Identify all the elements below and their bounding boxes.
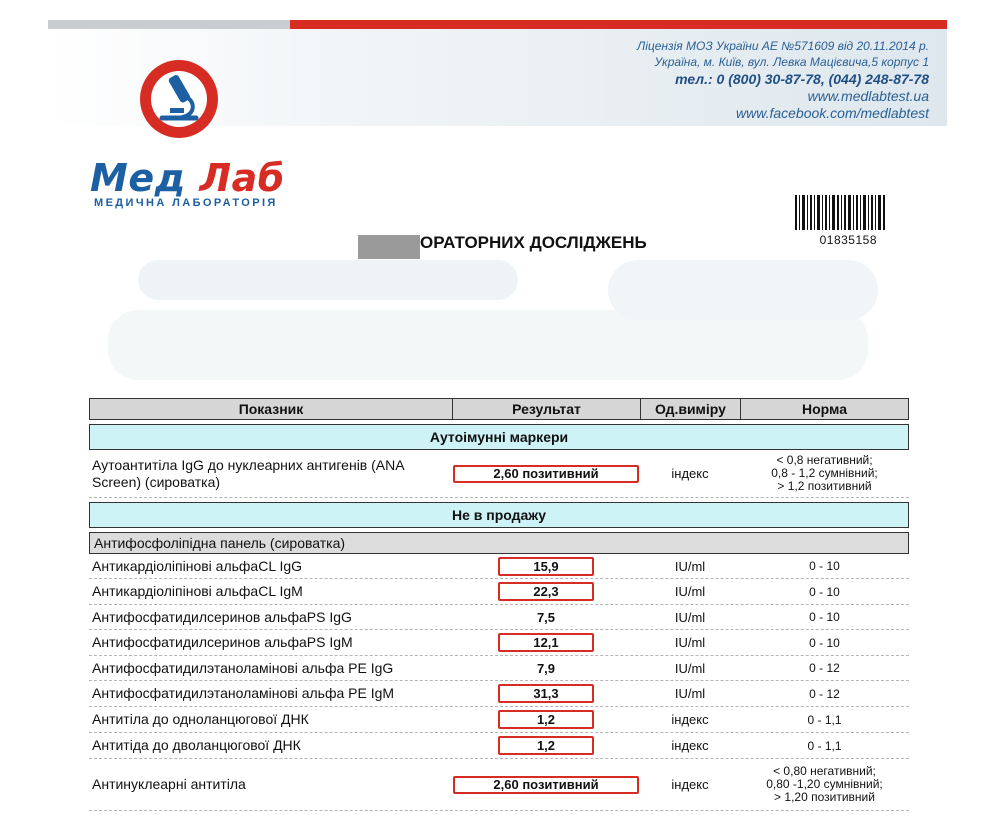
row-unit: IU/ml bbox=[674, 584, 706, 599]
row-norm: 0 - 12 bbox=[809, 661, 840, 675]
row-name: Аутоантитіла IgG до нуклеарних антигенів (ANA Screen) (сироватка) bbox=[92, 456, 404, 490]
result-value-flagged: 31,3 bbox=[498, 684, 594, 703]
row-name: Антитіла до одноланцюгової ДНК bbox=[92, 711, 309, 727]
table-row bbox=[89, 605, 909, 630]
address-text: Україна, м. Київ, вул. Левка Мацієвича,5 корпус 1 bbox=[654, 55, 929, 69]
section-panel: Антифосфоліпідна панель (сироватка) bbox=[89, 532, 909, 554]
table-row bbox=[89, 733, 909, 759]
phone-text: тел.: 0 (800) 30-87-78, (044) 248-87-78 bbox=[675, 71, 929, 87]
result-value: 7,9 bbox=[536, 660, 556, 676]
redaction-block bbox=[358, 235, 420, 259]
clinic-contacts bbox=[637, 38, 929, 122]
row-unit: IU/ml bbox=[674, 609, 706, 625]
result-value-flagged: 2,60 позитивний bbox=[453, 776, 639, 794]
row-unit: IU/ml bbox=[674, 635, 706, 650]
header-result: Результат bbox=[453, 399, 641, 419]
row-unit: індекс bbox=[671, 777, 709, 792]
header-norm: Норма bbox=[802, 401, 847, 417]
result-value-flagged: 2,60 позитивний bbox=[453, 465, 639, 483]
lab-report-page bbox=[48, 20, 947, 833]
row-name: Антинуклеарні антитіла bbox=[92, 776, 246, 792]
section-not-for-sale: Не в продажу bbox=[89, 502, 909, 528]
header-color-bar bbox=[48, 20, 947, 29]
results-table bbox=[89, 398, 909, 811]
row-norm: 0 - 1,1 bbox=[807, 738, 842, 753]
table-row bbox=[89, 707, 909, 733]
table-row bbox=[89, 759, 909, 811]
license-text: Ліцензія МОЗ України АЕ №571609 від 20.11.2014 р. bbox=[637, 39, 929, 53]
result-value-flagged: 1,2 bbox=[498, 710, 594, 729]
brand-name: Мед Лаб bbox=[90, 156, 285, 200]
report-title: ОРАТОРНИХ ДОСЛІДЖЕНЬ bbox=[420, 233, 647, 252]
row-name: Антифосфатидилсеринов альфаPS IgG bbox=[92, 608, 352, 625]
row-unit: індекс bbox=[671, 466, 709, 481]
result-value: 7,5 bbox=[536, 609, 556, 625]
header-unit: Од.виміру bbox=[641, 399, 741, 419]
row-name: Антикардіоліпінові альфаCL IgG bbox=[92, 557, 303, 574]
result-value-flagged: 15,9 bbox=[498, 557, 594, 576]
result-value-flagged: 22,3 bbox=[498, 582, 594, 601]
facebook-link[interactable]: www.facebook.com/medlabtest bbox=[736, 105, 929, 121]
row-unit: IU/ml bbox=[674, 660, 706, 676]
header-indicator: Показник bbox=[90, 399, 453, 419]
row-name: Антифосфатидилсеринов альфаPS IgM bbox=[92, 634, 353, 650]
table-row bbox=[89, 630, 909, 656]
section-autoimmune: Аутоімунні маркери bbox=[89, 424, 909, 450]
table-row bbox=[89, 450, 909, 498]
website-link[interactable]: www.medlabtest.ua bbox=[807, 88, 929, 104]
row-name: Антитіда до дволанцюгової ДНК bbox=[92, 737, 301, 753]
table-row bbox=[89, 554, 909, 579]
table-row bbox=[89, 681, 909, 707]
row-unit: IU/ml bbox=[674, 558, 706, 574]
row-norm: 0 - 10 bbox=[809, 559, 840, 573]
row-norm: < 0,80 негативний; 0,80 -1,20 сумнівний; > 1,20 позитивний bbox=[766, 764, 883, 804]
result-value-flagged: 12,1 bbox=[498, 633, 594, 652]
row-norm: 0 - 1,1 bbox=[807, 712, 842, 727]
table-header bbox=[89, 398, 909, 420]
table-row bbox=[89, 579, 909, 605]
row-name: Антифосфатидилэтаноламінові альфа PE IgM bbox=[92, 685, 395, 701]
row-norm: 0 - 10 bbox=[809, 635, 840, 650]
row-name: Антифосфатидилэтаноламінові альфа PE IgG bbox=[92, 659, 394, 676]
blurred-area bbox=[108, 310, 868, 380]
result-value-flagged: 1,2 bbox=[498, 736, 594, 755]
barcode-number: 01835158 bbox=[819, 233, 877, 247]
blurred-area bbox=[608, 260, 878, 320]
row-unit: індекс bbox=[671, 712, 709, 727]
row-name: Антикардіоліпінові альфаCL IgM bbox=[92, 583, 303, 599]
microscope-icon bbox=[140, 60, 218, 138]
row-unit: IU/ml bbox=[674, 686, 706, 701]
brand-subtitle: МЕДИЧНА ЛАБОРАТОРІЯ bbox=[94, 197, 278, 209]
row-unit: індекс bbox=[671, 738, 709, 753]
blurred-area bbox=[138, 260, 518, 300]
row-norm: < 0,8 негативний; 0,8 - 1,2 сумнівний; > 1,2 позитивний bbox=[771, 453, 878, 493]
row-norm: 0 - 10 bbox=[809, 584, 840, 599]
row-norm: 0 - 10 bbox=[809, 610, 840, 624]
row-norm: 0 - 12 bbox=[809, 686, 840, 701]
barcode bbox=[795, 195, 885, 230]
table-row bbox=[89, 656, 909, 681]
